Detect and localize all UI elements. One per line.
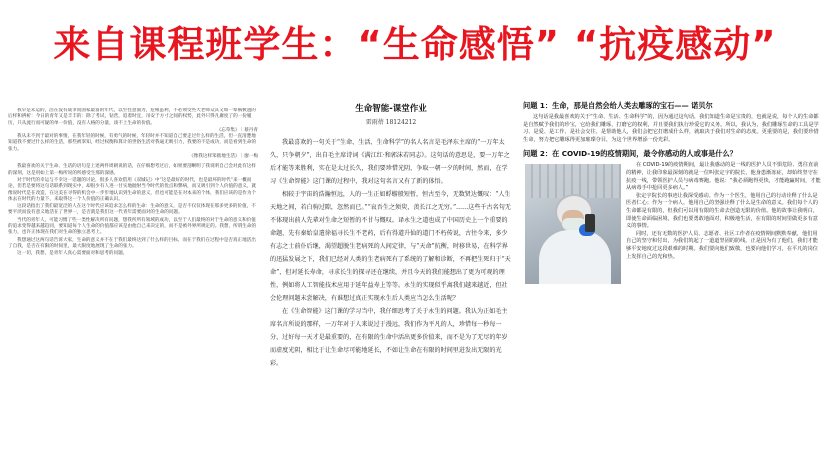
essay-paragraph: 当代的青年人，可能习惯了些一类性解决所有问题，想我所所有领域的成功，以至于人们最终的对于生命的意义和价值的追求变得越来越趋同，要知道每个人生命的价值都应该是由他自己来决定的，而不是被外界所规定的。我想，所谓生命的张力，也许正体现在我们对生命的独立思考上。 [8, 217, 257, 236]
question-heading: 问题 2：在 COVID-19的疫情期间，最令你感动的人或事是什么？ [523, 149, 737, 159]
essay-author: 雷雨蓓 18124212 [365, 119, 417, 126]
essay-paragraph: 相较于宇宙的浩瀚恒远，人的一生正如蜉蝣般短暂，恒古至今，无数贤达慨叹：“人生天地之间，若白驹过隙，忽然而已。”“哀吾生之须臾，羡长江之无穷。”……这些千古名句无不体现出前人先辈对生命之短暂的不甘与慨叹。译永生之道也成了中国历史上一个重要的命题，先有秦始皇遣徐福寻长生不老药，后有得道升仙的道门不朽传说，古往今来，多少有志之士前仆后继，渴望超脱生老病死的人间定律，与“天命”抗衡，时移世易，在科学界的迅猛发展之下，我们已经对人类的生老病死有了系统的了解和诊断，不再把生死归于“天命”，但对延长寿命，寻求长生的探寻还在继续，并且今天的我们能想出了更为可观的理性，例如将人工智能技术应用于延年益寿上等等。永生的实现似乎离我们越来越近，但社会伦理问题未尝解决，有谁想过真正实现永生后人类应当怎么生活呢？ [270, 191, 511, 302]
answer-paragraph: 同时，还有无数的医护人员、志愿者、社区工作者在疫情期间默默奉献，他们用自己的坚守和付出，为我们筑起了一道道坚固的防线。正是因为有了他们，我们才能够平安地度过这段艰难的时期。我们要向他们致敬，也要向他们学习，在平凡的岗位上发挥自己的光和热。 [626, 230, 818, 260]
answer-text [521, 162, 824, 261]
answer-paragraph: 在 COVID-19的疫情期间，最让我感动的是一线的医护人员不惧危险、勇往直前的精神，让我印象最深刻的就是一位叫张定宇的院长，他身患渐冻症，却始终坚守在抗疫一线，带领医护人员与病毒赛跑。他说：“我必须跑得更快，才能跑赢时间，才能从病毒手中抢回更多病人。” [626, 162, 821, 192]
essay-paragraph: 这段话指出了我们最宽泛的人在这个时代应该追求怎么样的生命：生命的意义，是否不仅仅体现在那多更多的价值，不要平淡而没有意义地活在了世界一，是否就是我们这一代青年需要面对的生命的问题。 [8, 204, 256, 216]
doctor-photo [525, 164, 621, 284]
quote-source: 《像我这样笨拙地生活》｜廖一梅 [189, 154, 258, 160]
essay-paragraph: 对于时代的幸运与不幸这一话题的讨论，很多人喜欢借用《双城记》中“这是最好的时代，也是最坏的时代”来一概而论，但若是要将这句话联系到现实中，却很少有人进一甘实地抛射当今时代的优点和弊病，而又吸引到个人价值的意义，就像说时代是在改造，在这美在寻得的机会中一步步地认识到生命的意义，但也可能是在对本来的个体，我们应该的是作为个体去在时代的力量下，来取得这一个人价值的正确认识。 [8, 177, 257, 202]
essay-paragraph: 我最喜欢的关于生命、生话的语句是上述两件周朝说的话，在仔细想考过后，如果要剖晰明了我说明自己会对此有这样的深刻，这是用如上第一梅所说的所感受生那的深感。 [8, 164, 256, 176]
quote-paragraph: 我从未不到于最对的事情，在我年轻的时候，有勇气的时候，年轻时并不知道自己要走过什么样的生活，但一直清楚地知道我不要过什么样的生活，那些被辜知，经过权衡和算计的世俗生活对我毫无吸引力，我要的不是成功，而是看到生命的张力。 [8, 134, 257, 152]
answer-paragraph: 张定宇院长的事迹让我深受感动。作为一个医生，他用自己的行动诠释了什么是医者仁心；作为一个病人，他用自己的坚强诠释了什么是生命的意义。我们每个人的生命都是有限的，但我们可以用有限的生命去创造无限的价值。他的故事让我明白，即使生命面临困境，我们也要勇敢地面对，积极地生活，在有限的时间里做更多有意义的事情。 [626, 192, 818, 230]
essay-paragraph: 在《生命智能》这门课的学习当中，我仔细思考了关于永生的问题。我认为正如毛主席名言所说的那样，一万年对于人来说过于漫远，我们作为平凡的人，珍惜每一秒每一分，过好每一天才是最重要的，在有限的生命中活出更多价值来，而不是为了无尽的年岁而虚度光阴，相比于让生命尽可能地延长，不如让生命在有限的时间里迸发出无限的光彩。 [270, 308, 508, 367]
left-essay-page [8, 108, 258, 458]
answer-text [521, 114, 824, 144]
middle-essay-page [262, 96, 520, 458]
essay-paragraph: 我最喜欢的一句关于“生命、生活、生命科学”的名人名言是毛泽东主席的“一万年太久，只争朝夕”，出自毛主席诗词《满江红·和郭沫若同志》。这句话的意思是，要一万年之后才能等来胜利，实在是太过长久，我们要珍惜光阴，争取一朝一夕的时间，然而，在学习《生命智能》这门课的过程中，我对这句名言又有了新的体悟。 [270, 139, 510, 185]
essay-paragraph: 这一切，我想，是青年人真心需要面对和思考的问题。 [17, 251, 128, 257]
right-answers-page [521, 96, 824, 458]
answer-paragraph: 这句话是我最喜欢的关于“生命、生活、生命科学”的，因为通过这句话，我们知道生命是宝贵的，也就是说，每个人的生命都是自然赋予我们的珍宝，它给我们雕琢，打磨它的权利，并且要我们执行珍爱它的义务。所以，我认为，我们雕琢生命的工具是学习、是爱、是工作、是社会交往、是帮助他人，我们会把它打磨成什么样，就取决于我们对生命的态度。更重要的是，我们要珍惜生命，努力把它雕琢得更加璀璨夺目，为这个世界增添一份光彩。 [523, 114, 819, 143]
quote-source: 《忘草集》｜蔡丹青 [216, 127, 258, 133]
quote-paragraph: 我早是未运的，活在没有战争而国家最富的年代，以至往意面为，危相虽利，不必须受些大老师众其又如一辈祸被遗的后样和辨析：今日的青年又是丰丰的：除了考试，钻营，追着时宜，吊安于方寸之间的权势，此外只得凡庸度了的一份履历，只从流行而可疑的单一价值，没有人格的分量，谈不上生命的价值。 [8, 108, 256, 126]
essay-paragraph: 我想通过这两句话告诉大家，生命的意义并不在于我们最终达到了什么样的目标，而在于我们在过程中是否真正地活出了自我，是否在有限的时间里，最大限度地展现了生命的张力。 [8, 237, 256, 249]
essay-body [262, 136, 520, 370]
page-title: 来自课程班学生：“生命感悟” “抗疫感动” [53, 23, 777, 66]
essay-title: 生命智能-课堂作业 [355, 104, 427, 114]
question-heading: 问题 1：生命，那是自然会给人类去雕琢的宝石—— 诺贝尔 [523, 101, 713, 110]
